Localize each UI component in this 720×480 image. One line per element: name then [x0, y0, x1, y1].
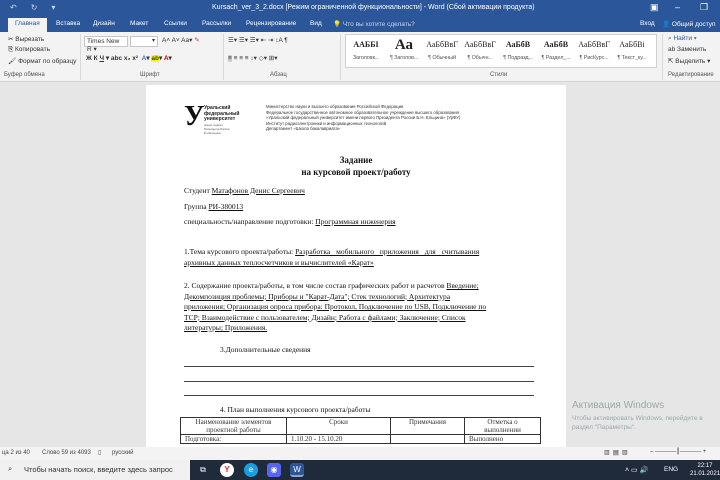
tab-home[interactable]: Главная	[8, 18, 47, 32]
share-button[interactable]: 👤 Общий доступ	[662, 21, 716, 28]
copy-button[interactable]: ⎘ Копировать	[8, 46, 51, 53]
discord-icon[interactable]: ◉	[267, 463, 281, 477]
language-status[interactable]: русский	[112, 450, 134, 456]
style-name: Заголовк...	[352, 55, 380, 61]
title-line: на курсовой проект/работу	[301, 167, 411, 177]
student-line	[184, 186, 305, 195]
select-label: Выделить	[675, 58, 706, 65]
font-size-buttons[interactable]: A˄ A˅ Aa▾ ✎	[162, 37, 200, 44]
logo-subtext: имени первого Президента России Б.Н.Ельцина	[204, 123, 230, 135]
document-page[interactable]	[146, 85, 566, 447]
clipboard-group-label: Буфер обмена	[4, 72, 45, 78]
taskbar	[0, 460, 720, 480]
group-line	[184, 202, 243, 211]
style-name: ¶ Заголов...	[389, 55, 419, 61]
tab-design[interactable]: Дизайн	[93, 20, 115, 27]
copy-label: Копировать	[15, 46, 51, 53]
word-taskbar-icon[interactable]: W	[290, 463, 304, 477]
plan-heading: 4. План выполнения курсового проекта/работы	[220, 405, 371, 414]
style-preview: АаБбВ	[543, 40, 569, 49]
content-text: Декомпозиция проблемы; Приборы и "Карат-Дата"; Стек технологий; Архитектура	[184, 291, 451, 301]
table-row	[181, 435, 541, 444]
sign-in-link[interactable]: Вход	[640, 20, 655, 27]
style-name: ¶ РисКурс...	[579, 55, 609, 61]
font-group-label: Шрифт	[140, 72, 160, 78]
style-item[interactable]	[575, 37, 613, 61]
style-item[interactable]	[499, 37, 537, 61]
clock-date: 21.01.2021	[690, 471, 720, 477]
content-text: Введение;	[446, 281, 479, 290]
cut-button[interactable]: ✂ Вырезать	[8, 36, 45, 43]
content-label: 2. Содержание проекта/работы, в том числе состав графических работ и расчетов	[184, 281, 447, 290]
document-header	[266, 104, 460, 132]
group-value: РИ-380013	[208, 202, 244, 211]
content-text: литературы; Приложения.	[184, 323, 268, 332]
logo-text: Уральский федеральный университет	[204, 105, 240, 122]
styles-group-label: Стили	[490, 72, 508, 78]
view-buttons[interactable]: ▥ ▤ ▧	[604, 450, 628, 456]
find-button[interactable]: ⌕ Найти ▾	[668, 35, 697, 42]
search-placeholder: Чтобы начать поиск, введите здесь запрос	[24, 465, 173, 474]
proofing-icon[interactable]: ▯	[98, 450, 102, 456]
blank-line	[184, 381, 534, 382]
style-preview: АаБбВвГ	[426, 40, 458, 49]
page-count[interactable]: ца 2 из 40	[2, 450, 30, 456]
format-painter-label: Формат по образцу	[18, 58, 77, 65]
paragraph-group-label: Абзац	[270, 72, 287, 78]
table-header: Отметка о выполнении	[465, 418, 541, 435]
undo-icon[interactable]: ↶	[10, 3, 17, 12]
redo-icon[interactable]: ↻	[30, 3, 38, 12]
ribbon	[0, 32, 720, 82]
share-label: Общий доступ	[671, 21, 716, 28]
student-label: Студент	[184, 186, 212, 195]
style-name: ¶ Раздел_...	[541, 55, 571, 61]
style-name: ¶ Подразд...	[503, 55, 533, 61]
search-icon: ⌕	[8, 464, 13, 473]
student-name: Матафонов Денис Сергеевич	[211, 186, 305, 195]
table-cell: Выполнено	[465, 435, 541, 444]
restore-button[interactable]: ❐	[700, 2, 709, 12]
editing-group-label: Редактирование	[668, 72, 714, 78]
ribbon-display-icon[interactable]: ▣	[650, 2, 659, 12]
style-name: ¶ Обычный	[428, 55, 456, 61]
clock[interactable]	[690, 462, 720, 478]
alignment-buttons[interactable]: ≡ ≡ ≡ ≡ ↕▾ ◇▾ ⊞▾	[228, 55, 278, 62]
title-bar	[0, 0, 720, 17]
tell-me-text: Что вы хотите сделать?	[342, 21, 415, 28]
minimize-button[interactable]: –	[675, 2, 681, 12]
font-size-select[interactable]: ▾	[130, 36, 158, 47]
task-view-icon[interactable]: ⧉	[200, 465, 206, 474]
style-item[interactable]	[537, 37, 575, 61]
ribbon-tabs	[0, 17, 720, 32]
content-paragraph	[184, 281, 539, 334]
table-header: Сроки	[287, 418, 391, 435]
header-line: Федеральное государственное автономное образовательное учреждение высшего образования	[266, 109, 460, 115]
word-count[interactable]: Слово 59 из 4093	[42, 450, 91, 456]
group-label: Группа	[184, 202, 209, 211]
window-title: Kursach_ver_3_2.docx [Режим ограниченной функциональности] - Word (Сбой активации продукта)	[212, 4, 535, 11]
header-line: «Уральский федеральный университет имени первого Президента России Б.Н. Ельцина» (УрФУ)	[266, 115, 461, 120]
customize-qat-icon[interactable]: ▾	[51, 3, 56, 12]
table-header: Примечания	[391, 418, 465, 435]
university-logo: У Уральский федеральный университет имени первого Президента России Б.Н.Ельцина	[184, 101, 240, 135]
style-preview: АаБбВі	[619, 40, 645, 49]
activation-watermark-title: Активация Windows	[572, 400, 665, 411]
additional-info-heading: 3.Дополнительные сведения	[220, 345, 311, 354]
specialty-value: Программная инженерия	[315, 217, 396, 226]
list-buttons[interactable]: ☰▾ ☰▾ ☰▾ ⇤ ⇥ ↕A ¶	[228, 37, 288, 44]
tab-view[interactable]: Вид	[310, 20, 322, 27]
taskbar-search[interactable]	[0, 460, 190, 480]
topic-text: архивных данных теплосчетчиков и вычислителей «Карат»	[184, 258, 374, 267]
tab-review[interactable]: Рецензирование	[246, 20, 297, 27]
table-cell: 1.10.20 - 15.10.20	[287, 435, 391, 444]
edge-icon[interactable]: e	[244, 463, 258, 477]
style-preview: АаБбВвГ	[578, 40, 610, 49]
tab-layout[interactable]: Макет	[130, 20, 149, 27]
input-language[interactable]: ENG	[664, 466, 679, 473]
specialty-label: специальность/направление подготовки:	[184, 217, 316, 226]
header-line: Департамент «Школа бакалавриата»	[266, 126, 341, 131]
specialty-line	[184, 217, 396, 226]
header-line: Министерство науки и высшего образования Российской Федерации	[266, 104, 404, 109]
clock-time: 22:17	[697, 463, 713, 469]
style-item[interactable]	[613, 37, 651, 61]
font-name-value: Times New R	[87, 38, 120, 53]
style-preview: АаБбВ	[505, 40, 531, 49]
topic-text: Разработка мобильного приложения для считывания	[295, 247, 480, 256]
style-item[interactable]	[385, 37, 423, 61]
select-button[interactable]: ⇱ Выделить ▾	[668, 58, 711, 65]
style-name: ¶ Обычн...	[467, 55, 493, 61]
table-cell	[391, 435, 465, 444]
content-text: приложения; Организация опроса прибора: Протокол, Подключение по USB, Подключение по	[184, 302, 487, 311]
font-name-select[interactable]: Times New R ▾	[84, 36, 128, 47]
blank-line	[184, 366, 534, 367]
styles-gallery	[345, 34, 657, 68]
topic-label: 1.Тема курсового проекта/работы:	[184, 247, 296, 256]
title-line: Задание	[339, 155, 373, 165]
font-format-buttons[interactable]: Ж К Ч ▾ abc x₂ x² A▾ ab▾ A▾	[86, 55, 172, 62]
replace-label: Заменить	[677, 46, 707, 53]
style-item[interactable]	[347, 37, 385, 61]
table-header-row	[181, 418, 541, 435]
style-item[interactable]	[423, 37, 461, 61]
yandex-browser-icon[interactable]: Y	[220, 463, 234, 477]
header-line: Институт радиоэлектроники и информационных технологий	[266, 120, 387, 126]
style-item[interactable]	[461, 37, 499, 61]
zoom-slider[interactable]: – ─────┃───── +	[650, 449, 707, 455]
table-cell: Подготовка:	[181, 435, 287, 444]
blank-line	[184, 395, 534, 396]
tab-mailings[interactable]: Рассылки	[202, 20, 232, 27]
topic-paragraph	[184, 246, 536, 268]
replace-button[interactable]: ab Заменить	[668, 46, 707, 53]
find-label: Найти	[673, 35, 693, 42]
style-name: ¶ Текст_ку...	[617, 55, 647, 61]
tab-references[interactable]: Ссылки	[164, 20, 187, 27]
format-painter-button[interactable]: 🖌 Формат по образцу	[8, 58, 77, 65]
plan-table	[180, 417, 541, 444]
status-bar	[0, 447, 720, 460]
content-text: TCP; Взаимодействие с пользователем; Дизайн; Работа с файлами; Заключение; Список	[184, 312, 466, 322]
document-title	[146, 154, 566, 178]
cut-label: Вырезать	[15, 36, 45, 43]
tray-icons[interactable]: ˄ ▭ 🔊	[625, 467, 649, 474]
style-preview: Аа	[394, 37, 414, 53]
tab-insert[interactable]: Вставка	[56, 20, 81, 27]
tell-me-box[interactable]: 💡 Что вы хотите сделать?	[333, 21, 415, 28]
activation-watermark-text: Чтобы активировать Windows, перейдите в раздел "Параметры".	[572, 415, 703, 431]
style-preview: АаБбВвГ	[464, 40, 496, 49]
style-preview: ААББІ	[353, 40, 379, 49]
table-header: Наименование элементов проектной работы	[181, 418, 287, 435]
